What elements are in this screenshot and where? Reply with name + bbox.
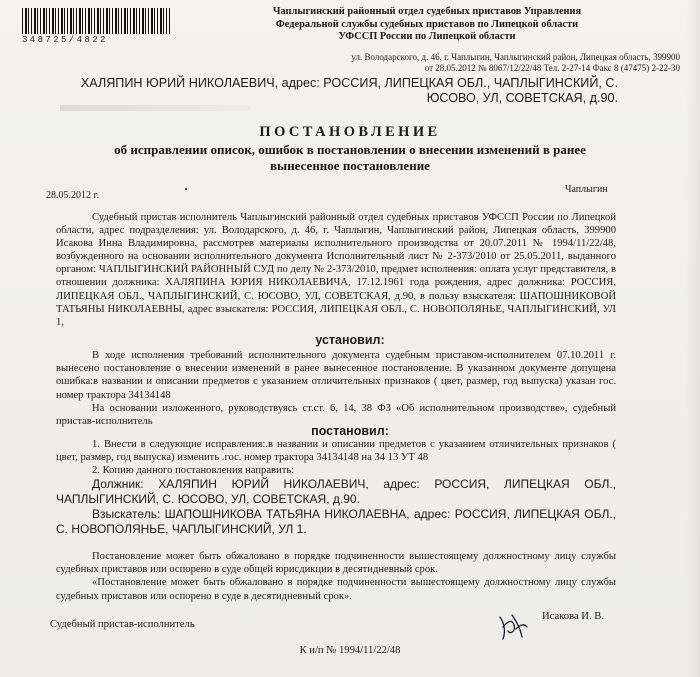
addressee-line-2: ЮСОВО, УЛ, СОВЕТСКАЯ, д.90. [426,91,618,105]
intro-text: Судебный пристав исполнитель Чаплыгинский районный отдел судебных приставов УФССП России по Липецкой области, адрес подразделения: ул. Володарского, д. 46, г. Чаплыгин, Чаплыгинский район, Липецкая область, 399900 Исакова Инна Владимировна, рассмотрев материалы исполнительного производства от 20.07.2011 № 1994/11/22/48, возбужденного на основании исполнительного документа Исполнительный лист № 2-373/2010 от 25.05.2011, выданного органом: ЧАПЛЫГИНСКИЙ РАЙОННЫЙ СУД по делу № 2-373/2010, предмет исполнения: оплата услуг представителя, в отношении должника: ХАЛЯПИНА ЮРИЯ НИКОЛАЕВИЧА, 17.12.1961 года рождения, адрес должника: РОССИЯ, ЛИПЕЦКАЯ ОБЛ., ЧАПЛЫГИНСКИЙ, С. ЮСОВО, УЛ, СОВЕТСКАЯ, д.90, в пользу взыскателя: ШАПОШНИКОВОЙ ТАТЬЯНЫ НИКОЛАЕВНЫ, адрес взыскателя: РОССИЯ, ЛИПЕЦКАЯ ОБЛ., С. НОВОПОЛЯНЬЕ, ЧАПЛЫГИНСКИЙ, УЛ 1, [56,212,616,328]
document-city: Чаплыгин [565,184,608,195]
appeal-paragraph-1: Постановление может быть обжаловано в порядке подчиненности вышестоящему должностному лицу службы судебных приставов или оспорено в суде общей юрисдикции в десятидневный срок. [56,551,616,576]
appeal-paragraph-2: «Постановление может быть обжаловано в порядке подчиненности вышестоящему должностному лицу службы судебных приставов или оспорено в суде в десятидневный срок». [56,577,616,602]
claimant-recipient: Взыскатель: ШАПОШНИКОВА ТАТЬЯНА НИКОЛАЕВНА, адрес: РОССИЯ, ЛИПЕЦКАЯ ОБЛ., С. НОВОПОЛЯНЬЕ, ЧАПЛЫГИНСКИЙ, УЛ 1. [56,507,616,536]
org-address-line-2: от 28.05.2012 № 8067/12/22/48 Тел. 2-27-14 Факс 8 (47475) 2-22-30 [424,62,680,73]
document-title: ПОСТАНОВЛЕНИЕ [259,124,441,140]
org-line-1: Чаплыгинский районный отдел судебных приставов Управления [272,6,582,17]
established-paragraph-2: На основании изложенного, руководствуясь ст.ст. 6, 14, 38 ФЗ «Об исполнительном производстве», судебный пристав-исполнитель [56,402,616,428]
resolved-heading: постановил: [311,424,389,438]
resolved-item-1: 1. Внести в следующие исправления:.в названии и описании предметов с указанием отличительных признаков ( цвет, размер, год выпуска) изменить .гос. номер трактора 34134148 на 34 13 УТ 48 [56,439,616,464]
faint-bleed-through [60,105,250,111]
case-number-footer: К и/п № 1994/11/22/48 [299,645,401,656]
org-line-3: УФССП России по Липецкой области [338,31,516,42]
established-block [56,349,616,428]
org-line-2: Федеральной службы судебных приставов по Липецкой области [275,18,579,30]
established-heading: установил: [315,333,385,347]
intro-paragraph [56,211,616,329]
document-subtitle: об исправлении описок, ошибок в постановлении о внесении изменений в ранее вынесенное постановление [114,142,586,173]
document-date: 28.05.2012 г. [46,190,99,201]
barcode-bars [22,8,170,34]
handwritten-signature [494,609,534,645]
debtor-recipient: Должник: ХАЛЯПИН ЮРИЙ НИКОЛАЕВИЧ, адрес: РОССИЯ, ЛИПЕЦКАЯ ОБЛ., ЧАПЛЫГИНСКИЙ, С. ЮСОВО, УЛ, СОВЕТСКАЯ, д.90. [56,477,616,506]
resolved-block [56,438,616,478]
appeal-block [56,550,616,603]
organization-header [262,6,592,44]
recipients-block [56,477,616,537]
organization-address [260,52,680,73]
established-paragraph-1: В ходе исполнения требований исполнительного документа судебным приставом-исполнителем 07.10.2011 г. вынесено постановление о внесении изменений в ранее вынесенное постановление. В указанном документе допущена ошибка:в названии и описании предметов с указанием отличительных признаков ( цвет, размер, год выпуска) указан гос. номер трактора 34134148 [56,350,616,401]
resolved-item-2: 2. Копию данного постановления направить: [92,465,295,477]
barcode-number: 348725/4822 [22,35,108,45]
stray-dot [185,188,187,190]
scan-edge-shadow [686,0,700,677]
signature-name: Исакова И. В. [542,611,604,622]
barcode [22,8,170,44]
addressee-block [70,76,618,106]
signature-role: Судебный пристав-исполнитель [50,619,195,630]
org-address-line-1: ул. Володарского, д. 46, г. Чаплыгин, Чаплыгинский район, Липецкая область, 399900 [351,52,680,62]
addressee-line-1: ХАЛЯПИН ЮРИЙ НИКОЛАЕВИЧ, адрес: РОССИЯ, ЛИПЕЦКАЯ ОБЛ., ЧАПЛЫГИНСКИЙ, С. [80,76,618,90]
